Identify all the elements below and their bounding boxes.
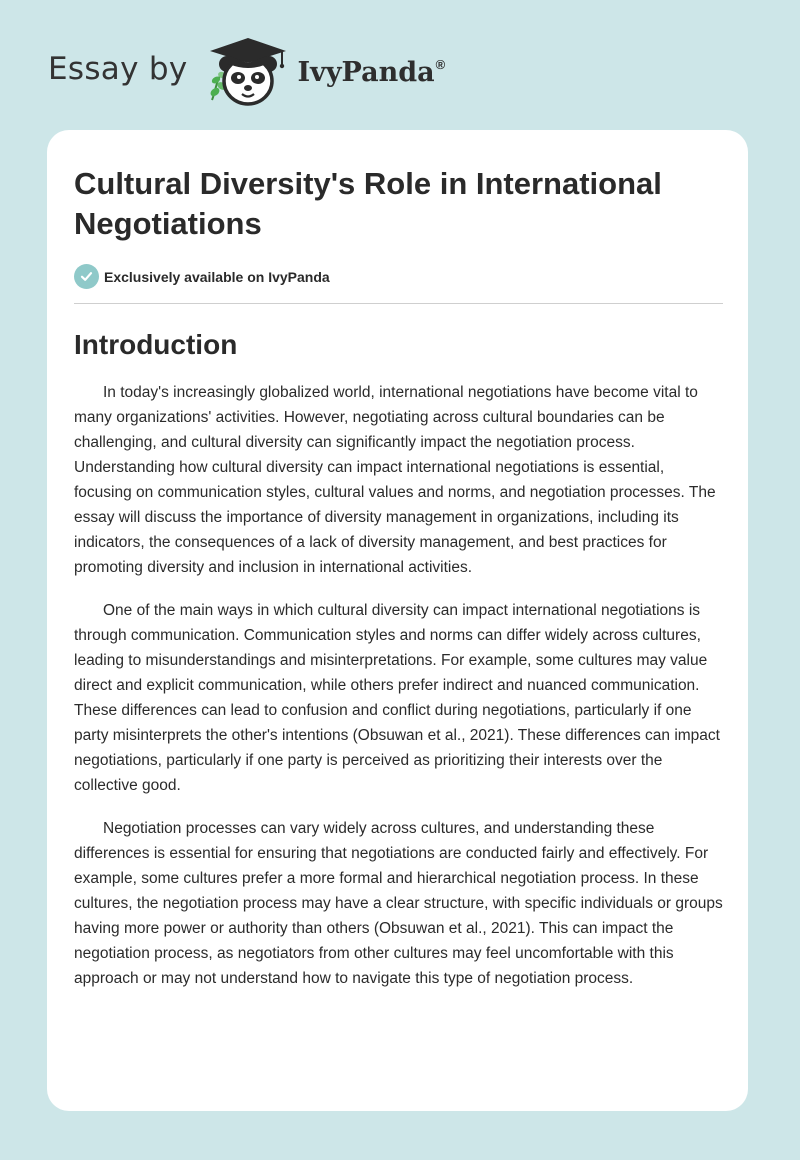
exclusive-badge xyxy=(74,264,722,289)
brand-name-text: IvyPanda xyxy=(297,56,435,88)
brand-name[interactable] xyxy=(298,57,446,88)
site-header xyxy=(48,34,445,112)
section-heading-introduction: Introduction xyxy=(74,329,238,360)
essay-card xyxy=(47,130,748,1111)
essay-by-label: Essay by xyxy=(48,51,188,87)
essay-title: Cultural Diversity's Role in International Negotiations xyxy=(74,166,662,241)
exclusive-badge-label: Exclusively available on IvyPanda xyxy=(104,268,330,285)
check-circle-icon xyxy=(74,264,99,289)
paragraph: In today's increasingly globalized world, international negotiations have become vital to many organizations' activities. However, negotiating across cultural boundaries can be challenging, and cultural diversity can significantly impact the negotiation process. Understanding how cultural diversity can impact international negotiations is essential, focusing on communication styles, cultural values and norms, and negotiation processes. The essay will discuss the importance of diversity management in organizations, including its indicators, the consequences of a lack of diversity management, and best practices for promoting diversity and inclusion in international activities. xyxy=(74,384,716,576)
panda-logo-icon xyxy=(202,34,294,112)
paragraph: One of the main ways in which cultural diversity can impact international negotiations is through communication. Communication styles and norms can differ widely across cultures, leading to misunderstandings and misinterpretations. For example, some cultures may value direct and explicit communication, while others prefer indirect and nuanced communication. These differences can lead to confusion and conflict during negotiations, particularly if one party misinterprets the other's intentions (Obsuwan et al., 2021). These differences can impact negotiations, particularly if one party is perceived as prioritizing their interests over the collective good. xyxy=(74,602,720,794)
registered-mark: ® xyxy=(435,56,446,72)
title-divider xyxy=(74,303,723,304)
paragraph: Negotiation processes can vary widely across cultures, and understanding these differences is essential for ensuring that negotiations are conducted fairly and effectively. For example, some cultures prefer a more formal and hierarchical negotiation process. In these cultures, the negotiation process may have a clear structure, with specific individuals or groups having more power or authority than others (Obsuwan et al., 2021). This can impact the negotiation process, as negotiators from other cultures may feel uncomfortable with this approach or may not understand how to navigate this type of negotiation process. xyxy=(74,820,723,987)
